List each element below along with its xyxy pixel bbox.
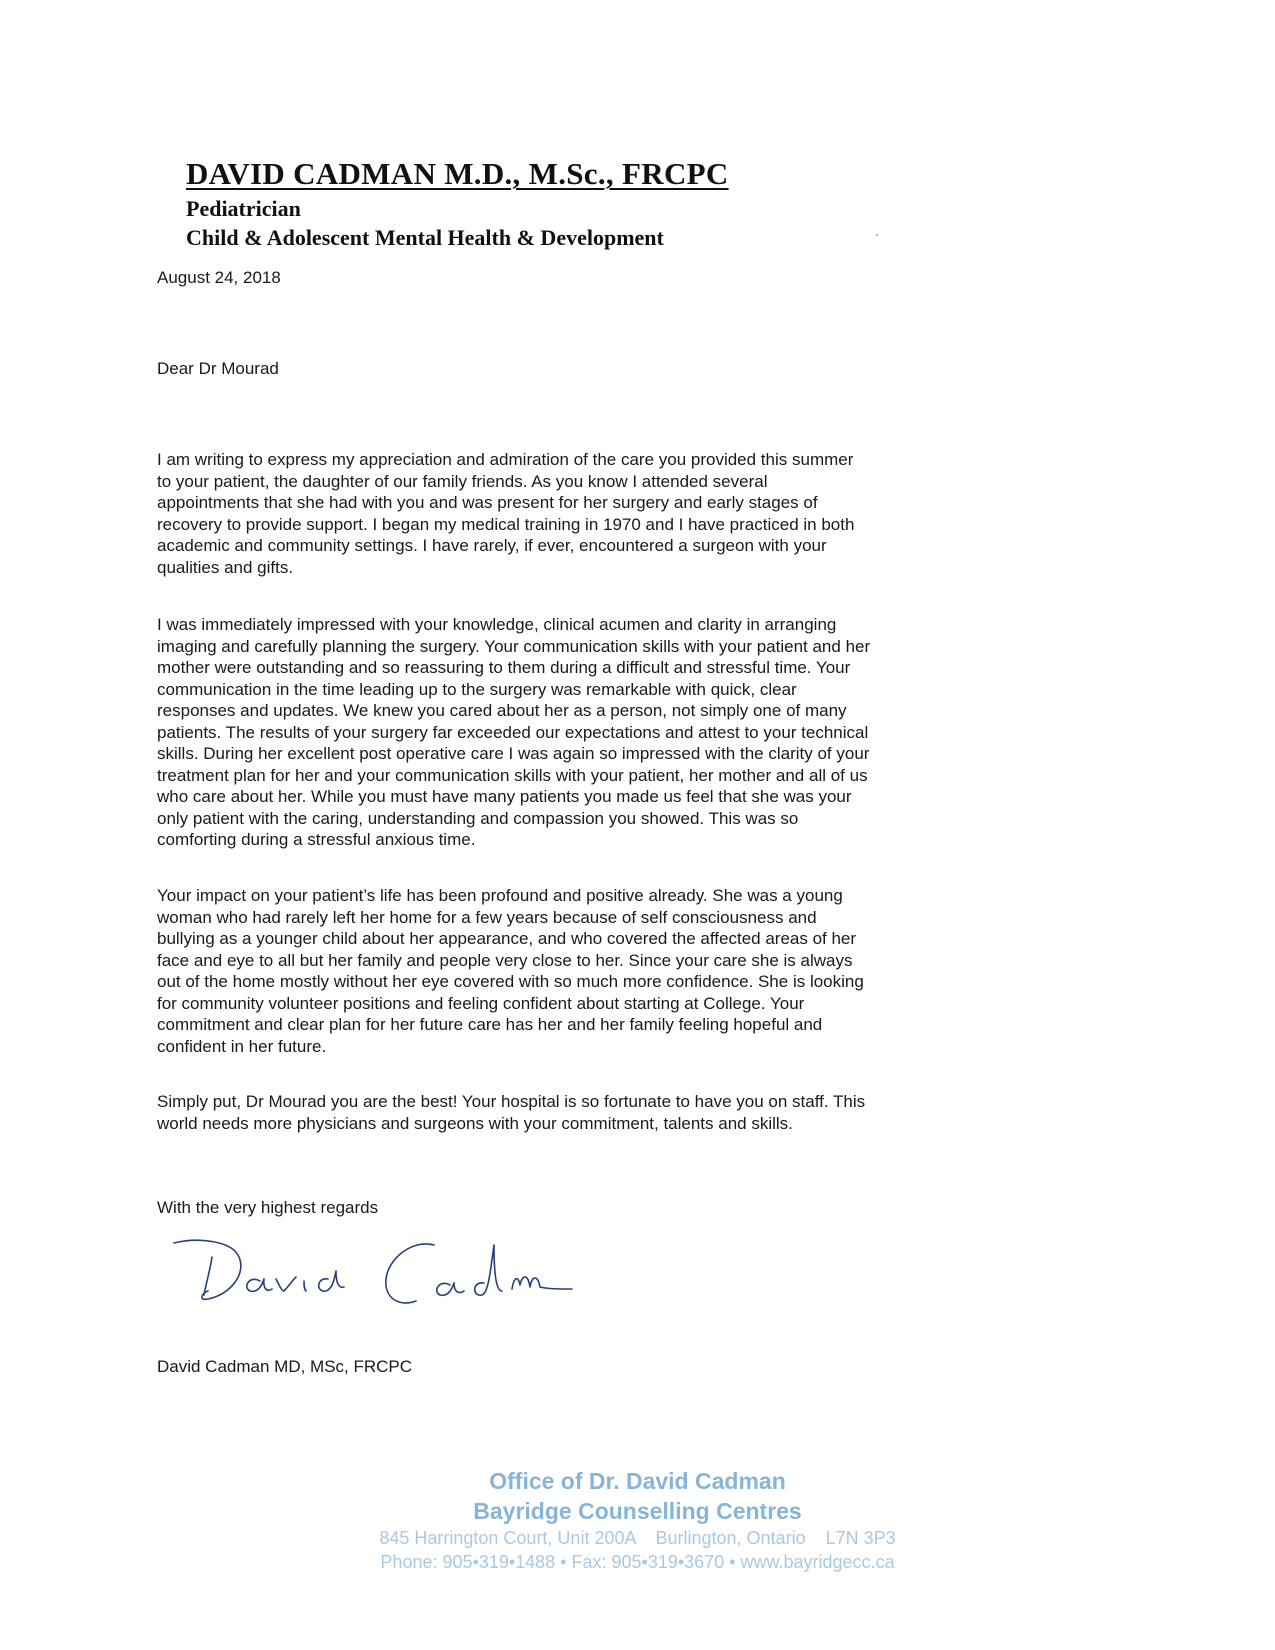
footer <box>320 1466 955 1574</box>
paragraph-line: only patient with the caring, understanding and compassion you showed. This was so <box>157 808 799 828</box>
paragraph-line: recovery to provide support. I began my medical training in 1970 and I have practiced in both <box>157 514 855 534</box>
paragraph-line: mother were outstanding and so reassuring to them during a difficult and stressful time. Your <box>157 658 851 677</box>
paragraph-line: I am writing to express my appreciation and admiration of the care you provided this summer <box>157 450 854 469</box>
salutation: Dear Dr Mourad <box>157 359 279 378</box>
paragraph-line: qualities and gifts. <box>157 557 294 577</box>
paragraph-line: woman who had rarely left her home for a few years because of self consciousness and <box>157 907 817 927</box>
paragraph-line: face and eye to all but her family and people very close to her. Since your care she is always <box>157 950 853 970</box>
closing: With the very highest regards <box>157 1198 379 1217</box>
paragraph-line: who care about her. While you must have many patients you made us feel that she was your <box>157 787 852 806</box>
footer-office: Office of Dr. David Cadman <box>489 1468 786 1494</box>
letterhead-specialty: Child & Adolescent Mental Health & Development <box>186 225 664 250</box>
paragraph-2 <box>157 614 947 851</box>
paragraph-line: Your impact on your patient’s life has been profound and positive already. She was a young <box>157 886 843 905</box>
letterhead-name: DAVID CADMAN M.D., M.Sc., FRCPC <box>186 156 729 191</box>
paragraph-line: out of the home mostly without her eye covered with so much more confidence. She is looking <box>157 972 864 991</box>
paragraph-line: I was immediately impressed with your knowledge, clinical acumen and clarity in arranging <box>157 615 837 634</box>
paragraph-line: responses and updates. We knew you cared about her as a person, not simply one of many <box>157 701 847 720</box>
paragraph-line: bullying as a younger child about her appearance, and who covered the affected areas of her <box>157 929 857 948</box>
footer-contact: Phone: 905•319•1488 • Fax: 905•319•3670 • www.bayridgecc.ca <box>380 1552 895 1572</box>
paragraph-line: patients. The results of your surgery far exceeded our expectations and attest to your technical <box>157 722 869 742</box>
paragraph-line: appointments that she had with you and was present for her surgery and early stages of <box>157 493 818 512</box>
paragraph-line: skills. During her excellent post operative care I was again so impressed with the clarity of your <box>157 744 870 763</box>
paragraph-line: communication in the time leading up to the surgery was remarkable with quick, clear <box>157 679 797 699</box>
paragraph-line: commitment and clear plan for her future care has her and her family feeling hopeful and <box>157 1015 823 1034</box>
handwritten-signature <box>168 1215 588 1325</box>
paragraph-line: comforting during a stressful anxious time. <box>157 830 476 849</box>
paragraph-line: for community volunteer positions and feeling confident about starting at College. Your <box>157 993 805 1013</box>
letter-date: August 24, 2018 <box>157 268 281 287</box>
paragraph-1 <box>157 449 947 578</box>
paragraph-line: world needs more physicians and surgeons with your commitment, talents and skills. <box>157 1113 793 1133</box>
paragraph-line: confident in her future. <box>157 1036 327 1056</box>
paragraph-3 <box>157 885 947 1057</box>
paragraph-line: imaging and carefully planning the surgery. Your communication skills with your patient and her <box>157 636 871 656</box>
letterhead-title: Pediatrician <box>186 196 301 221</box>
letterhead <box>186 156 729 252</box>
signed-name: David Cadman MD, MSc, FRCPC <box>157 1357 413 1376</box>
footer-centre: Bayridge Counselling Centres <box>473 1498 802 1524</box>
paragraph-line: treatment plan for her and your communication skills with your patient, her mother and all of us <box>157 765 868 785</box>
footer-address: 845 Harrington Court, Unit 200A Burlington, Ontario L7N 3P3 <box>379 1528 896 1548</box>
paragraph-line: to your patient, the daughter of our family friends. As you know I attended several <box>157 471 768 491</box>
paragraph-line: Simply put, Dr Mourad you are the best! Your hospital is so fortunate to have you on staff. This <box>157 1092 866 1111</box>
scan-speck <box>876 234 878 236</box>
paragraph-4 <box>157 1091 947 1134</box>
paragraph-line: academic and community settings. I have rarely, if ever, encountered a surgeon with your <box>157 536 827 555</box>
